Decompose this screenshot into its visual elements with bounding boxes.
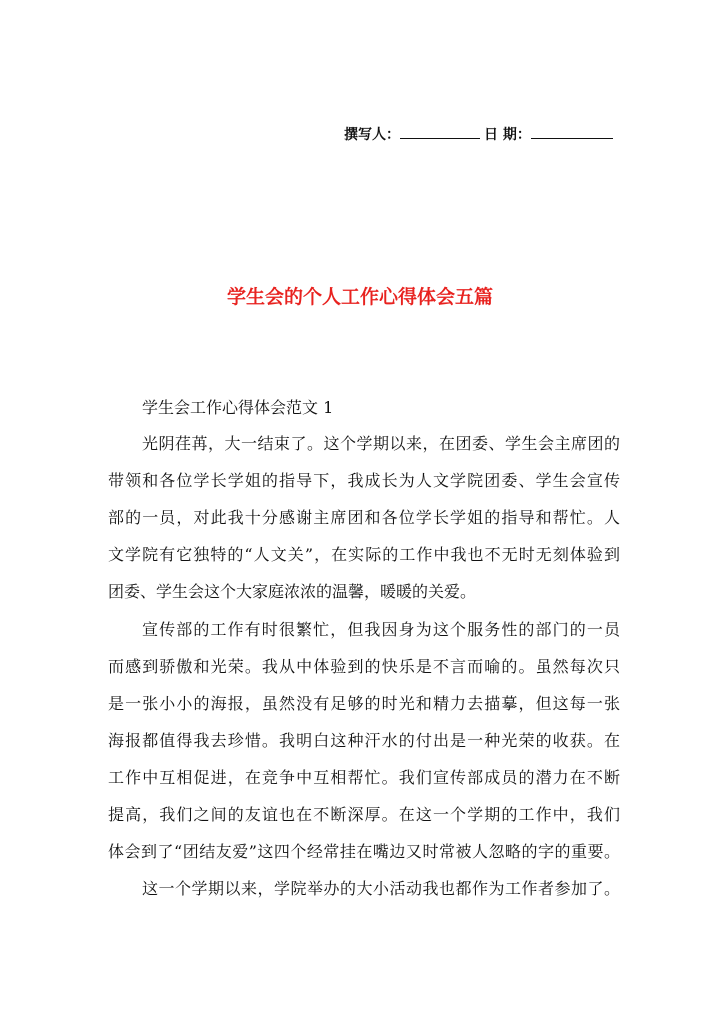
body-line: 光阴荏苒，大一结束了。这个学期以来，在团委、学生会主席团的 bbox=[142, 434, 620, 453]
byline bbox=[344, 124, 613, 145]
body-line: 工作中互相促进，在竞争中互相帮忙。我们宣传部成员的潜力在不断 bbox=[108, 768, 620, 787]
body-line: 是一张小小的海报，虽然没有足够的时光和精力去描摹，但这每一张 bbox=[108, 694, 620, 713]
body-line: 文学院有它独特的“人文关”，在实际的工作中我也不无时无刻体验到 bbox=[108, 545, 620, 564]
body-line: 部的一员，对此我十分感谢主席团和各位学长学姐的指导和帮忙。人 bbox=[108, 508, 620, 527]
document-title: 学生会的个人工作心得体会五篇 bbox=[226, 286, 493, 308]
section-heading: 学生会工作心得体会范文 1 bbox=[142, 398, 334, 417]
body-line: 带领和各位学长学姐的指导下，我成长为人文学院团委、学生会宣传 bbox=[108, 471, 620, 490]
author-label: 撰写人： bbox=[344, 127, 400, 143]
body-line: 而感到骄傲和光荣。我从中体验到的快乐是不言而喻的。虽然每次只 bbox=[108, 657, 620, 676]
date-blank bbox=[531, 124, 613, 139]
body-line: 体会到了“团结友爱”这四个经常挂在嘴边又时常被人忽略的字的重要。 bbox=[108, 842, 620, 861]
body-line: 团委、学生会这个大家庭浓浓的温馨，暖暖的关爱。 bbox=[108, 582, 477, 601]
body-line: 这一个学期以来，学院举办的大小活动我也都作为工作者参加了。 bbox=[142, 879, 620, 898]
author-blank bbox=[400, 124, 480, 139]
body-line: 宣传部的工作有时很繁忙，但我因身为这个服务性的部门的一员 bbox=[142, 620, 620, 639]
body-line: 海报都值得我去珍惜。我明白这种汗水的付出是一种光荣的收获。在 bbox=[108, 731, 620, 750]
date-label: 日 期： bbox=[484, 127, 531, 143]
body-line: 提高，我们之间的友谊也在不断深厚。在这一个学期的工作中，我们 bbox=[108, 805, 620, 824]
